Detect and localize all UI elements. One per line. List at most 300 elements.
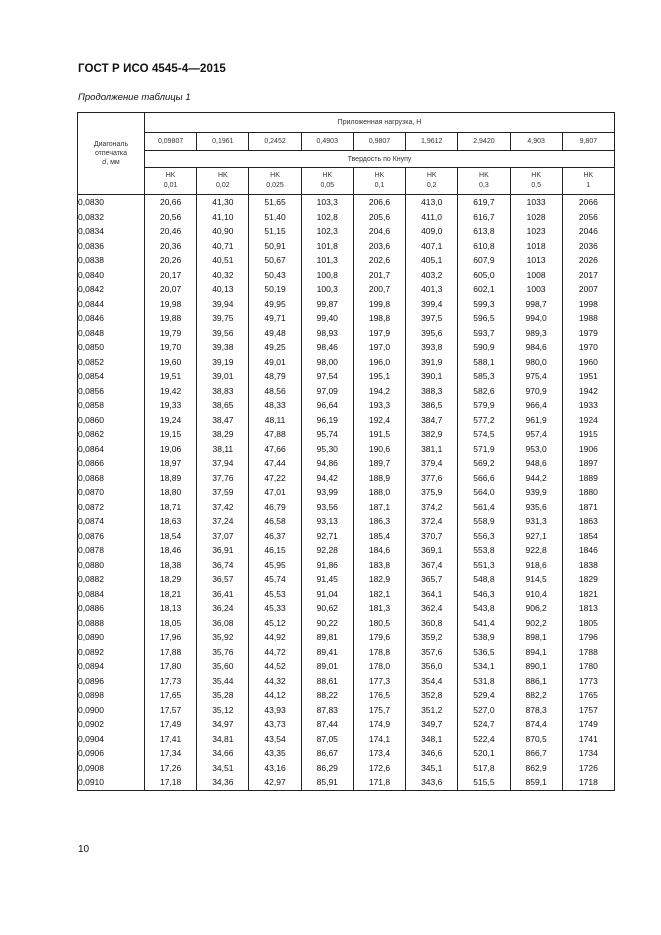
hardness-cell: 352,8: [406, 688, 458, 703]
hardness-cell: 93,13: [301, 514, 353, 529]
table-row: [78, 210, 615, 225]
diagonal-cell: 0,0888: [78, 616, 145, 631]
hardness-cell: 379,4: [406, 456, 458, 471]
hardness-cell: 403,2: [406, 268, 458, 283]
table-row: [78, 732, 615, 747]
hardness-cell: 44,52: [249, 659, 301, 674]
hardness-cell: 36,41: [197, 587, 249, 602]
hardness-cell: 546,3: [458, 587, 510, 602]
hardness-scale-header: [562, 168, 614, 195]
hardness-cell: 349,7: [406, 717, 458, 732]
hardness-cell: 51,40: [249, 210, 301, 225]
table-body: [78, 195, 615, 791]
hardness-cell: 19,60: [145, 355, 197, 370]
hardness-cell: 37,42: [197, 500, 249, 515]
hardness-cell: 35,12: [197, 703, 249, 718]
hardness-cell: 17,18: [145, 775, 197, 790]
hardness-cell: 49,01: [249, 355, 301, 370]
load-value-header: 1,9612: [406, 133, 458, 151]
hardness-cell: 46,79: [249, 500, 301, 515]
hardness-cell: 40,13: [197, 282, 249, 297]
hardness-cell: 17,26: [145, 761, 197, 776]
hardness-cell: 50,67: [249, 253, 301, 268]
hardness-cell: 174,1: [353, 732, 405, 747]
table-row: [78, 674, 615, 689]
table-row: [78, 558, 615, 573]
hardness-cell: 92,28: [301, 543, 353, 558]
load-value-header: 0,2452: [249, 133, 301, 151]
diagonal-cell: 0,0906: [78, 746, 145, 761]
hardness-cell: 558,9: [458, 514, 510, 529]
hardness-cell: 39,01: [197, 369, 249, 384]
hardness-cell: 193,3: [353, 398, 405, 413]
table-row: [78, 543, 615, 558]
diagonal-cell: 0,0900: [78, 703, 145, 718]
hardness-cell: 588,1: [458, 355, 510, 370]
hardness-cell: 360,8: [406, 616, 458, 631]
hardness-cell: 35,76: [197, 645, 249, 660]
table-row: [78, 195, 615, 210]
hardness-cell: 346,6: [406, 746, 458, 761]
load-values-row: [78, 133, 615, 151]
table-row: [78, 775, 615, 790]
hardness-cell: 1023: [510, 224, 562, 239]
hardness-cell: 19,15: [145, 427, 197, 442]
hardness-cell: 931,3: [510, 514, 562, 529]
hardness-cell: 2026: [562, 253, 614, 268]
load-value-header: 0,09807: [145, 133, 197, 151]
hardness-cell: 411,0: [406, 210, 458, 225]
hardness-cell: 18,89: [145, 471, 197, 486]
hardness-cell: 46,15: [249, 543, 301, 558]
hardness-cell: 17,80: [145, 659, 197, 674]
hardness-cell: 188,9: [353, 471, 405, 486]
hardness-cell: 36,24: [197, 601, 249, 616]
table-row: [78, 239, 615, 254]
hardness-cell: 98,93: [301, 326, 353, 341]
applied-load-header: Приложенная нагрузка, Н: [145, 113, 615, 133]
hardness-cell: 566,6: [458, 471, 510, 486]
hardness-scale-header: [510, 168, 562, 195]
hardness-cell: 616,7: [458, 210, 510, 225]
hardness-cell: 35,28: [197, 688, 249, 703]
hardness-cell: 390,1: [406, 369, 458, 384]
hardness-cell: 187,1: [353, 500, 405, 515]
hardness-cell: 585,3: [458, 369, 510, 384]
table-row: [78, 688, 615, 703]
hardness-cell: 19,98: [145, 297, 197, 312]
table-caption: Продолжение таблицы 1: [78, 92, 191, 103]
hardness-cell: 50,19: [249, 282, 301, 297]
hardness-cell: 37,76: [197, 471, 249, 486]
hardness-cell: 409,0: [406, 224, 458, 239]
hardness-cell: 38,65: [197, 398, 249, 413]
hardness-cell: 183,8: [353, 558, 405, 573]
hardness-cell: 51,15: [249, 224, 301, 239]
hardness-cell: 1960: [562, 355, 614, 370]
hardness-cell: 90,22: [301, 616, 353, 631]
hardness-cell: 365,7: [406, 572, 458, 587]
hardness-cell: 37,59: [197, 485, 249, 500]
diagonal-cell: 0,0868: [78, 471, 145, 486]
hardness-cell: 413,0: [406, 195, 458, 210]
hardness-cell: 45,12: [249, 616, 301, 631]
diagonal-cell: 0,0862: [78, 427, 145, 442]
hardness-cell: 1924: [562, 413, 614, 428]
hardness-cell: 953,0: [510, 442, 562, 457]
hardness-cell: 199,8: [353, 297, 405, 312]
hardness-cell: 18,97: [145, 456, 197, 471]
hardness-cell: 541,4: [458, 616, 510, 631]
hardness-cell: 86,29: [301, 761, 353, 776]
hardness-cell: 961,9: [510, 413, 562, 428]
hardness-cell: 1906: [562, 442, 614, 457]
hardness-cell: 582,6: [458, 384, 510, 399]
hardness-symbol: HK: [270, 172, 280, 179]
hardness-cell: 180,5: [353, 616, 405, 631]
hardness-cell: 613,8: [458, 224, 510, 239]
hardness-cell: 914,5: [510, 572, 562, 587]
hardness-cell: 17,57: [145, 703, 197, 718]
hardness-cell: 37,07: [197, 529, 249, 544]
diagonal-header-variable: d: [102, 159, 107, 166]
table-row: [78, 514, 615, 529]
hardness-cell: 2036: [562, 239, 614, 254]
table-row: [78, 659, 615, 674]
hardness-cell: 196,0: [353, 355, 405, 370]
load-value-header: 2,9420: [458, 133, 510, 151]
hardness-cell: 906,2: [510, 601, 562, 616]
hardness-cell: 1765: [562, 688, 614, 703]
hardness-cell: 88,61: [301, 674, 353, 689]
hardness-cell: 41,30: [197, 195, 249, 210]
diagonal-cell: 0,0880: [78, 558, 145, 573]
table-row: [78, 471, 615, 486]
hardness-cell: 527,0: [458, 703, 510, 718]
hardness-cell: 356,0: [406, 659, 458, 674]
hardness-cell: 17,49: [145, 717, 197, 732]
hardness-cell: 43,35: [249, 746, 301, 761]
hardness-cell: 43,16: [249, 761, 301, 776]
hardness-cell: 36,57: [197, 572, 249, 587]
hardness-cell: 377,6: [406, 471, 458, 486]
hardness-cell: 520,1: [458, 746, 510, 761]
hardness-cell: 18,54: [145, 529, 197, 544]
hardness-cell: 45,74: [249, 572, 301, 587]
hardness-cell: 551,3: [458, 558, 510, 573]
hardness-cell: 18,63: [145, 514, 197, 529]
diagonal-cell: 0,0902: [78, 717, 145, 732]
hardness-cell: 939,9: [510, 485, 562, 500]
hardness-cell: 35,44: [197, 674, 249, 689]
hardness-cell: 1821: [562, 587, 614, 602]
hardness-cell: 18,46: [145, 543, 197, 558]
hardness-cell: 1813: [562, 601, 614, 616]
hardness-cell: 40,71: [197, 239, 249, 254]
hardness-cell: 38,29: [197, 427, 249, 442]
hardness-cell: 397,5: [406, 311, 458, 326]
hardness-cell: 534,1: [458, 659, 510, 674]
table-row: [78, 601, 615, 616]
hardness-cell: 401,3: [406, 282, 458, 297]
hardness-cell: 561,4: [458, 500, 510, 515]
hardness-cell: 1915: [562, 427, 614, 442]
table-row: [78, 413, 615, 428]
hardness-cell: 34,51: [197, 761, 249, 776]
hardness-cell: 1988: [562, 311, 614, 326]
hardness-cell: 49,48: [249, 326, 301, 341]
hardness-cell: 524,7: [458, 717, 510, 732]
hardness-cell: 610,8: [458, 239, 510, 254]
hardness-cell: 599,3: [458, 297, 510, 312]
hardness-cell: 553,8: [458, 543, 510, 558]
hardness-cell: 47,44: [249, 456, 301, 471]
hardness-cell: 40,51: [197, 253, 249, 268]
hardness-cell: 189,7: [353, 456, 405, 471]
hardness-cell: 89,81: [301, 630, 353, 645]
hardness-cell: 384,7: [406, 413, 458, 428]
diagonal-cell: 0,0864: [78, 442, 145, 457]
diagonal-cell: 0,0894: [78, 659, 145, 674]
hardness-cell: 1829: [562, 572, 614, 587]
hardness-cell: 177,3: [353, 674, 405, 689]
hardness-scale-value: 1: [586, 182, 591, 189]
diagonal-cell: 0,0858: [78, 398, 145, 413]
hardness-cell: 179,6: [353, 630, 405, 645]
hardness-cell: 405,1: [406, 253, 458, 268]
hardness-cell: 1757: [562, 703, 614, 718]
hardness-cell: 17,34: [145, 746, 197, 761]
hardness-cell: 39,19: [197, 355, 249, 370]
diagonal-cell: 0,0842: [78, 282, 145, 297]
hardness-cell: 91,04: [301, 587, 353, 602]
hardness-cell: 886,1: [510, 674, 562, 689]
hardness-cell: 1805: [562, 616, 614, 631]
hardness-cell: 17,88: [145, 645, 197, 660]
hardness-cell: 38,83: [197, 384, 249, 399]
hardness-cell: 45,33: [249, 601, 301, 616]
diagonal-cell: 0,0830: [78, 195, 145, 210]
hardness-cell: 36,74: [197, 558, 249, 573]
hardness-cell: 47,88: [249, 427, 301, 442]
hardness-cell: 602,1: [458, 282, 510, 297]
hardness-cell: 20,36: [145, 239, 197, 254]
table-row: [78, 456, 615, 471]
hardness-cell: 20,66: [145, 195, 197, 210]
table-row: [78, 500, 615, 515]
hardness-cell: 182,1: [353, 587, 405, 602]
hardness-cell: 927,1: [510, 529, 562, 544]
hardness-cell: 44,72: [249, 645, 301, 660]
hardness-cell: 95,30: [301, 442, 353, 457]
hardness-cell: 103,3: [301, 195, 353, 210]
hardness-cell: 47,22: [249, 471, 301, 486]
hardness-cell: 1796: [562, 630, 614, 645]
hardness-cell: 48,56: [249, 384, 301, 399]
hardness-cell: 178,8: [353, 645, 405, 660]
hardness-cell: 1003: [510, 282, 562, 297]
hardness-scale-value: 0,1: [374, 182, 385, 189]
diagonal-cell: 0,0832: [78, 210, 145, 225]
hardness-cell: 382,9: [406, 427, 458, 442]
hardness-cell: 348,1: [406, 732, 458, 747]
table-row: [78, 485, 615, 500]
hardness-cell: 590,9: [458, 340, 510, 355]
hardness-cell: 19,79: [145, 326, 197, 341]
hardness-cell: 49,71: [249, 311, 301, 326]
table-row: [78, 645, 615, 660]
table-row: [78, 384, 615, 399]
hardness-cell: 197,9: [353, 326, 405, 341]
hardness-cell: 186,3: [353, 514, 405, 529]
hardness-cell: 44,12: [249, 688, 301, 703]
hardness-cell: 34,81: [197, 732, 249, 747]
diagonal-cell: 0,0846: [78, 311, 145, 326]
diagonal-cell: 0,0840: [78, 268, 145, 283]
hardness-cell: 202,6: [353, 253, 405, 268]
hardness-cell: 386,5: [406, 398, 458, 413]
hardness-cell: 362,4: [406, 601, 458, 616]
hardness-symbol: HK: [426, 172, 437, 179]
hardness-cell: 957,4: [510, 427, 562, 442]
hardness-scale-header: [249, 168, 301, 195]
hardness-cell: 20,26: [145, 253, 197, 268]
diagonal-cell: 0,0892: [78, 645, 145, 660]
hardness-cell: 176,5: [353, 688, 405, 703]
hardness-cell: 862,9: [510, 761, 562, 776]
hardness-cell: 944,2: [510, 471, 562, 486]
diagonal-cell: 0,0910: [78, 775, 145, 790]
hardness-cell: 37,94: [197, 456, 249, 471]
hardness-cell: 1780: [562, 659, 614, 674]
diagonal-cell: 0,0860: [78, 413, 145, 428]
hardness-cell: 354,4: [406, 674, 458, 689]
hardness-cell: 198,8: [353, 311, 405, 326]
hardness-cell: 87,44: [301, 717, 353, 732]
hardness-cell: 44,92: [249, 630, 301, 645]
hardness-cell: 195,1: [353, 369, 405, 384]
table-row: [78, 340, 615, 355]
hardness-cell: 607,9: [458, 253, 510, 268]
knoop-hardness-header: Твердость по Кнупу: [145, 151, 615, 168]
hardness-cell: 1942: [562, 384, 614, 399]
table-row: [78, 427, 615, 442]
hardness-cell: 35,92: [197, 630, 249, 645]
diagonal-header-line2: отпечатка: [94, 150, 128, 157]
hardness-cell: 543,8: [458, 601, 510, 616]
hardness-cell: 1788: [562, 645, 614, 660]
hardness-cell: 1726: [562, 761, 614, 776]
hardness-cell: 43,54: [249, 732, 301, 747]
hardness-cell: 46,58: [249, 514, 301, 529]
page-number: 10: [78, 844, 90, 855]
hardness-cell: 43,73: [249, 717, 301, 732]
hardness-cell: 894,1: [510, 645, 562, 660]
diagonal-cell: 0,0870: [78, 485, 145, 500]
load-value-header: 9,807: [562, 133, 614, 151]
standard-designation: ГОСТ Р ИСО 4545-4—2015: [78, 63, 226, 75]
hardness-cell: 1933: [562, 398, 614, 413]
hardness-cell: 50,91: [249, 239, 301, 254]
hardness-cell: 190,6: [353, 442, 405, 457]
table-row: [78, 253, 615, 268]
hardness-cell: 99,87: [301, 297, 353, 312]
hardness-cell: 538,9: [458, 630, 510, 645]
hardness-cell: 171,8: [353, 775, 405, 790]
hardness-cell: 34,97: [197, 717, 249, 732]
hardness-cell: 39,38: [197, 340, 249, 355]
table-row: [78, 746, 615, 761]
diagonal-cell: 0,0850: [78, 340, 145, 355]
hardness-cell: 38,47: [197, 413, 249, 428]
hardness-cell: 1863: [562, 514, 614, 529]
hardness-cell: 87,05: [301, 732, 353, 747]
hardness-cell: 36,08: [197, 616, 249, 631]
diagonal-cell: 0,0878: [78, 543, 145, 558]
hardness-cell: 40,32: [197, 268, 249, 283]
diagonal-cell: 0,0874: [78, 514, 145, 529]
hardness-cell: 372,4: [406, 514, 458, 529]
hardness-cell: 910,4: [510, 587, 562, 602]
table-row: [78, 572, 615, 587]
hardness-cell: 206,6: [353, 195, 405, 210]
hardness-scale-header: [458, 168, 510, 195]
hardness-scale-value: 0,2: [426, 182, 437, 189]
hardness-cell: 101,3: [301, 253, 353, 268]
diagonal-cell: 0,0872: [78, 500, 145, 515]
diagonal-cell: 0,0904: [78, 732, 145, 747]
hardness-cell: 395,6: [406, 326, 458, 341]
hardness-cell: 93,56: [301, 500, 353, 515]
hardness-cell: 204,6: [353, 224, 405, 239]
diagonal-cell: 0,0876: [78, 529, 145, 544]
hardness-cell: 375,9: [406, 485, 458, 500]
hardness-cell: 345,1: [406, 761, 458, 776]
hardness-cell: 45,53: [249, 587, 301, 602]
hardness-symbol: HK: [374, 172, 385, 179]
hardness-cell: 205,6: [353, 210, 405, 225]
hardness-cell: 44,32: [249, 674, 301, 689]
diagonal-cell: 0,0856: [78, 384, 145, 399]
diagonal-cell: 0,0898: [78, 688, 145, 703]
diagonal-cell: 0,0884: [78, 587, 145, 602]
hardness-cell: 1749: [562, 717, 614, 732]
hardness-cell: 1838: [562, 558, 614, 573]
hardness-cell: 200,7: [353, 282, 405, 297]
table-row: [78, 529, 615, 544]
hardness-cell: 85,91: [301, 775, 353, 790]
hardness-cell: 548,8: [458, 572, 510, 587]
hardness-scale-value: 0,3: [479, 182, 489, 189]
hardness-cell: 1734: [562, 746, 614, 761]
hardness-scale-value: 0,025: [266, 182, 284, 189]
hardness-cell: 86,67: [301, 746, 353, 761]
hardness-cell: 866,7: [510, 746, 562, 761]
hardness-cell: 96,19: [301, 413, 353, 428]
hardness-cell: 515,5: [458, 775, 510, 790]
table-row: [78, 442, 615, 457]
hardness-symbol: HK: [217, 172, 228, 179]
hardness-cell: 47,66: [249, 442, 301, 457]
table-row: [78, 326, 615, 341]
hardness-cell: 998,7: [510, 297, 562, 312]
hardness-symbol: HK: [479, 172, 489, 179]
table-row: [78, 268, 615, 283]
hardness-cell: 185,4: [353, 529, 405, 544]
hardness-cell: 99,40: [301, 311, 353, 326]
hardness-cell: 994,0: [510, 311, 562, 326]
hardness-cell: 90,62: [301, 601, 353, 616]
